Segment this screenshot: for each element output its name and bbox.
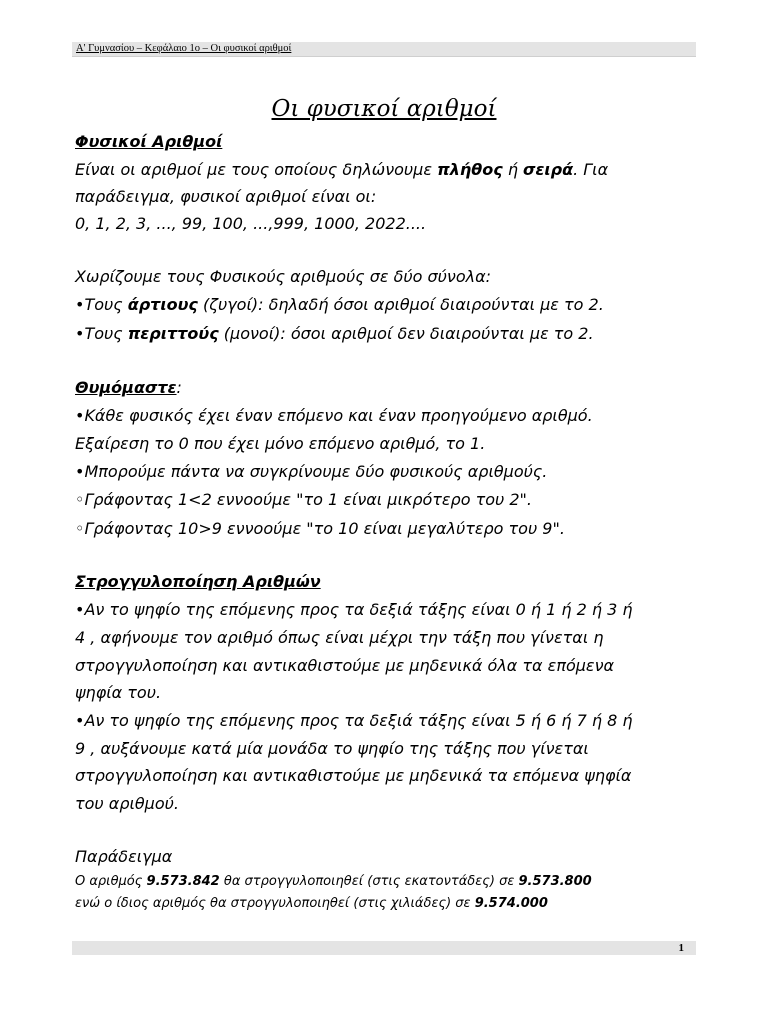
text-run: (μονοί): όσοι αριθμοί δεν διαιρούνται με το 2. <box>218 324 594 343</box>
text-run: ενώ ο ίδιος αριθμός θα στρογγυλοποιηθεί (στις χιλιάδες) σε <box>75 896 475 911</box>
emphasis-text: σειρά <box>523 160 574 179</box>
section-heading-remember <box>75 378 182 397</box>
text-run: Ο αριθμός <box>75 874 147 889</box>
paragraph-line: στρογγυλοποίηση και αντικαθιστούμε με μηδενικά όλα τα επόμενα <box>75 656 615 675</box>
paragraph-line: Εξαίρεση το 0 που έχει μόνο επόμενο αριθμό, το 1. <box>75 434 486 453</box>
emphasis-text: περιττούς <box>127 324 219 343</box>
page-footer <box>72 941 696 955</box>
section-heading-natural: Φυσικοί Αριθμοί <box>75 132 223 151</box>
emphasis-text: άρτιους <box>127 295 198 314</box>
emphasis-number: 9.573.842 <box>146 874 220 889</box>
text-run: . Για <box>573 160 609 179</box>
text-run: Είναι οι αριθμοί με τους οποίους δηλώνουμε <box>75 160 438 179</box>
paragraph-line: στρογγυλοποίηση και αντικαθιστούμε με μηδενικά τα επόμενα ψηφία <box>75 766 632 785</box>
paragraph-line: •Αν το ψηφίο της επόμενης προς τα δεξιά τάξης είναι 0 ή 1 ή 2 ή 3 ή <box>75 600 633 619</box>
section-heading-rounding: Στρογγυλοποίηση Αριθμών <box>75 572 321 591</box>
example-line <box>75 874 592 889</box>
list-item-even <box>75 295 604 314</box>
example-line <box>75 896 548 911</box>
paragraph-line: παράδειγμα, φυσικοί αριθμοί είναι οι: <box>75 187 377 206</box>
text-run: •Τους <box>75 324 128 343</box>
emphasis-text: πλήθος <box>437 160 503 179</box>
sub-list-item: ◦Γράφοντας 10>9 εννοούμε "το 10 είναι μεγαλύτερο του 9". <box>75 519 565 538</box>
page-title-text: Οι φυσικοί αριθμοί <box>271 96 497 122</box>
emphasis-number: 9.573.800 <box>518 874 592 889</box>
list-item: •Κάθε φυσικός έχει έναν επόμενο και έναν προηγούμενο αριθμό. <box>75 406 593 425</box>
text-run: (ζυγοί): δηλαδή όσοι αριθμοί διαιρούνται με το 2. <box>197 295 604 314</box>
page-header <box>72 42 696 57</box>
text-run: θα στρογγυλοποιηθεί (στις εκατοντάδες) σε <box>219 874 519 889</box>
paragraph-line: •Αν το ψηφίο της επόμενης προς τα δεξιά τάξης είναι 5 ή 6 ή 7 ή 8 ή <box>75 711 633 730</box>
paragraph-line: του αριθμού. <box>75 794 179 813</box>
paragraph-line: 4 , αφήνουμε τον αριθμό όπως είναι μέχρι την τάξη που γίνεται η <box>75 628 604 647</box>
paragraph-line: Χωρίζουμε τους Φυσικούς αριθμούς σε δύο σύνολα: <box>75 267 492 286</box>
header-text: Α' Γυμνασίου – Κεφάλαιο 1ο – Οι φυσικοί αριθμοί <box>76 43 292 54</box>
sub-list-item: ◦Γράφοντας 1<2 εννοούμε "το 1 είναι μικρότερο του 2". <box>75 490 532 509</box>
paragraph-line: 9 , αυξάνουμε κατά μία μονάδα το ψηφίο της τάξης που γίνεται <box>75 739 589 758</box>
text-run: ή <box>502 160 524 179</box>
text-run: •Τους <box>75 295 128 314</box>
list-item-odd <box>75 324 594 343</box>
emphasis-number: 9.574.000 <box>474 896 548 911</box>
number-sequence: 0, 1, 2, 3, ..., 99, 100, ...,999, 1000, 2022.... <box>75 214 427 233</box>
page-title <box>0 94 768 124</box>
paragraph-line <box>75 160 608 179</box>
heading-text: Θυμόμαστε <box>75 378 177 397</box>
page-number: 1 <box>678 942 684 954</box>
list-item: •Μπορούμε πάντα να συγκρίνουμε δύο φυσικούς αριθμούς. <box>75 462 548 481</box>
section-heading-example: Παράδειγμα <box>75 847 173 866</box>
heading-colon: : <box>176 378 182 397</box>
paragraph-line: ψηφία του. <box>75 683 162 702</box>
